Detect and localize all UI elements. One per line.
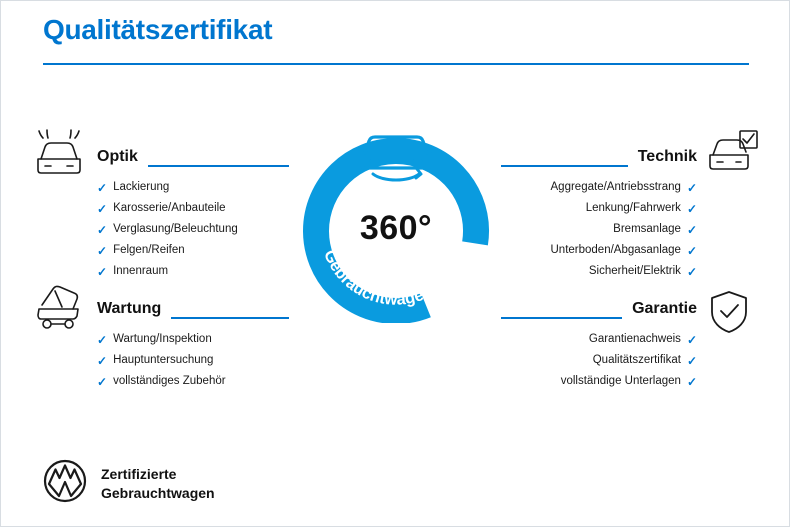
section-technik-list	[501, 182, 697, 278]
section-wartung-title: Wartung	[97, 300, 162, 317]
section-optik	[97, 149, 289, 294]
list-item: ✓ Unterboden/Abgasanlage	[550, 244, 697, 258]
section-garantie-header	[501, 301, 697, 322]
check-icon: ✓	[97, 265, 108, 279]
list-item: ✓ Innenraum	[97, 265, 169, 279]
check-icon: ✓	[97, 354, 108, 368]
footer-line-2: Gebrauchtwagen	[101, 484, 215, 501]
vw-logo	[43, 459, 87, 508]
list-item: ✓ Aggregate/Antriebsstrang	[550, 181, 697, 195]
check-icon: ✓	[97, 202, 108, 216]
check-icon: ✓	[97, 333, 108, 347]
check-icon: ✓	[686, 223, 697, 237]
check-icon: ✓	[686, 202, 697, 216]
check-icon: ✓	[686, 333, 697, 347]
list-item: ✓ Hauptuntersuchung	[97, 354, 214, 368]
header-divider	[43, 63, 749, 65]
check-icon: ✓	[97, 244, 108, 258]
list-item: ✓ Sicherheit/Elektrik	[588, 265, 697, 279]
hub-center-label: 360°	[359, 209, 433, 247]
shield-check-icon	[707, 289, 751, 340]
list-item: ✓ Lenkung/Fahrwerk	[585, 202, 697, 216]
list-item: ✓ Garantienachweis	[588, 333, 697, 347]
list-item: ✓ Lackierung	[97, 181, 170, 195]
section-wartung-divider	[171, 317, 289, 319]
section-garantie	[501, 301, 697, 404]
page-title: Qualitätszertifikat	[43, 14, 273, 45]
check-icon: ✓	[97, 375, 108, 389]
svg-text:Gebrauchtwagen-Check: Gebrauchtwagen-Check	[320, 247, 472, 309]
section-wartung-header	[97, 301, 289, 322]
list-item: ✓ Karosserie/Anbauteile	[97, 202, 226, 216]
check-icon: ✓	[686, 375, 697, 389]
section-wartung	[97, 301, 289, 404]
list-item: ✓ vollständige Unterlagen	[560, 375, 697, 389]
footer-text	[101, 465, 215, 503]
section-technik	[501, 149, 697, 294]
car-check-icon	[707, 129, 759, 182]
check-icon: ✓	[686, 244, 697, 258]
check-icon: ✓	[686, 354, 697, 368]
list-item: ✓ Verglasung/Beleuchtung	[97, 223, 238, 237]
car-polish-icon	[33, 129, 85, 182]
section-garantie-list	[501, 334, 697, 388]
check-icon: ✓	[97, 181, 108, 195]
car-lift-icon	[33, 283, 85, 336]
header	[43, 13, 749, 65]
check-icon: ✓	[686, 265, 697, 279]
check-icon: ✓	[686, 181, 697, 195]
section-garantie-title: Garantie	[632, 300, 697, 317]
section-optik-title: Optik	[97, 148, 138, 165]
footer	[43, 459, 215, 508]
footer-line-1: Zertifizierte	[101, 465, 177, 482]
list-item: ✓ Qualitätszertifikat	[592, 354, 697, 368]
section-wartung-list	[97, 334, 289, 388]
section-technik-divider	[501, 165, 628, 167]
section-garantie-divider	[501, 317, 622, 319]
hub-360-check	[291, 113, 501, 323]
section-optik-header	[97, 149, 289, 170]
check-icon: ✓	[97, 223, 108, 237]
section-optik-divider	[148, 165, 289, 167]
list-item: ✓ Bremsanlage	[613, 223, 697, 237]
list-item: ✓ Wartung/Inspektion	[97, 333, 212, 347]
section-technik-header	[501, 149, 697, 170]
list-item: ✓ Felgen/Reifen	[97, 244, 185, 258]
list-item: ✓ vollständiges Zubehör	[97, 375, 226, 389]
section-technik-title: Technik	[637, 148, 697, 165]
section-optik-list	[97, 182, 289, 278]
